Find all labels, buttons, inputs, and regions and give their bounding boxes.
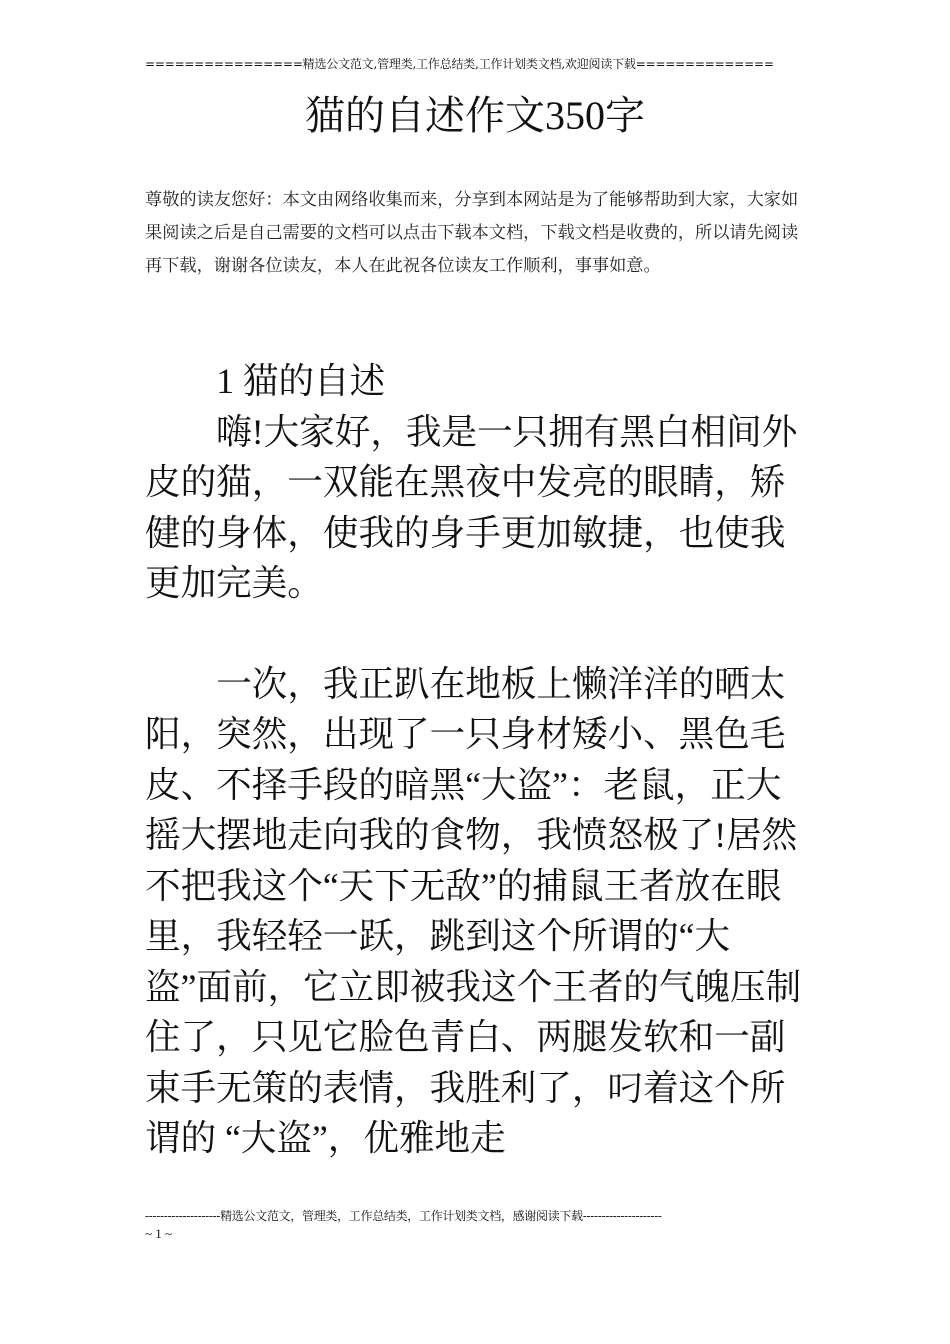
page-number: ~ 1 ~ <box>145 1226 173 1241</box>
paragraph-spacer <box>145 609 807 659</box>
footer-banner: --------------------精选公文范文，管理类，工作总结类，工作计划类文档，感谢阅读下载--------------------- <box>145 1209 662 1223</box>
paragraph-1: 嗨!大家好，我是一只拥有黑白相间外皮的猫，一双能在黑夜中发亮的眼睛，矫健的身体，使我的身手更加敏捷，也使我更加完美。 <box>145 411 798 603</box>
section-heading: 1 猫的自述 <box>216 361 386 401</box>
header-banner: ================精选公文范文,管理类,工作总结类,工作计划类文档,欢迎阅读下载============== <box>145 57 774 71</box>
paragraph-2: 一次，我正趴在地板上懒洋洋的晒太阳，突然，出现了一只身材矮小、黑色毛皮、不择手段的暗黑“大盗”：老鼠，正大摇大摆地走向我的食物，我愤怒极了!居然不把我这个“天下无敌”的捕鼠王者放在眼里，我轻轻一跃，跳到这个所谓的“大盗”面前，它立即被我这个王者的气魄压制住了，只见它脸色青白、两腿发软和一副束手无策的表情，我胜利了，叼着这个所谓的 “大盗”，优雅地走 <box>145 663 802 1158</box>
essay-body <box>145 356 807 1164</box>
reader-notice: 尊敬的读友您好：本文由网络收集而来，分享到本网站是为了能够帮助到大家，大家如果阅读之后是自己需要的文档可以点击下载本文档，下载文档是收费的，所以请先阅读再下载，谢谢各位读友，本人在此祝各位读友工作顺利，事事如意。 <box>145 190 799 276</box>
document-title: 猫的自述作文350字 <box>305 93 645 138</box>
